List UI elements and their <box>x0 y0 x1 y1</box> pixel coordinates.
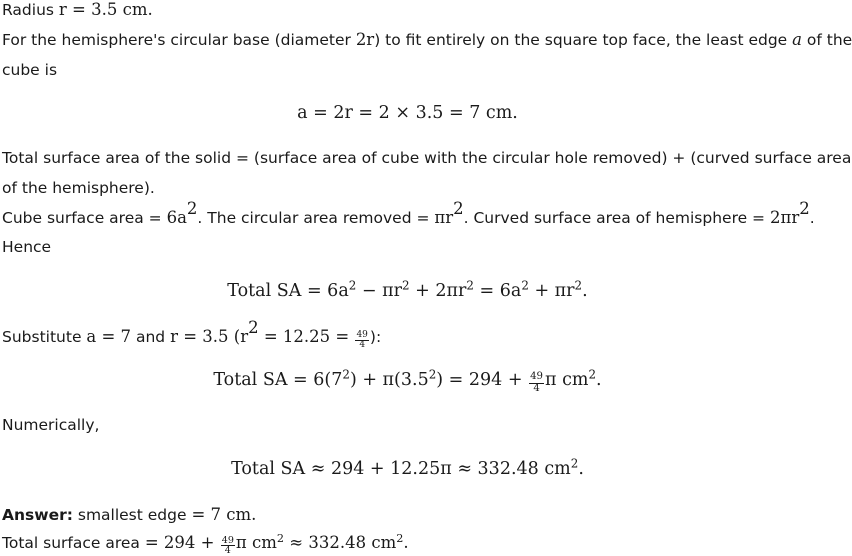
math: . <box>582 281 588 301</box>
radius-label: Radius <box>2 1 59 19</box>
numeric-result <box>0 457 815 481</box>
math: Total SA = 6a <box>227 281 349 301</box>
math: 2r <box>355 30 375 49</box>
radius-line <box>2 0 153 20</box>
exponent: 2 <box>402 278 410 293</box>
math: πr <box>434 208 454 227</box>
text: . Curved surface area of hemisphere = <box>463 209 770 227</box>
math: = 12.25 = <box>258 327 355 346</box>
math: r = 3.5 (r <box>170 327 249 346</box>
numerically-line: Numerically, <box>2 416 100 434</box>
math: π cm <box>545 370 589 390</box>
text: ) to fit entirely on the square top face, the least edge <box>374 31 793 49</box>
exponent: 2 <box>570 456 579 471</box>
fraction <box>529 372 544 393</box>
math: = 6a <box>473 281 522 301</box>
math: ≈ 332.48 cm <box>284 533 397 552</box>
answer-edge-line <box>2 505 256 525</box>
exponent: 2 <box>588 367 597 382</box>
numerator: 49 <box>221 534 234 546</box>
exponent: 2 <box>248 317 259 337</box>
exponent: 2 <box>574 278 583 293</box>
substituted-formula <box>0 368 815 394</box>
exponent: 2 <box>342 367 350 382</box>
math: Total SA = 6(7 <box>213 370 343 390</box>
fraction <box>221 536 235 556</box>
math: . <box>596 370 602 390</box>
tsa-definition-line: Total surface area of the solid = (surface area of cube with the circular hole removed) + (curved surface area <box>2 149 852 167</box>
hence-line: Hence <box>2 238 52 256</box>
text: and <box>131 328 171 346</box>
text: . The circular area removed = <box>197 209 435 227</box>
math: . <box>403 533 409 552</box>
text: For the hemisphere's circular base (diameter <box>2 31 356 49</box>
text: Substitute <box>2 328 87 346</box>
tsa-formula <box>0 279 815 303</box>
math: a = 2r = 2 × 3.5 = 7 cm. <box>297 103 518 123</box>
numerator: 49 <box>356 329 368 340</box>
exponent: 2 <box>466 278 474 293</box>
exponent: 2 <box>799 198 810 218</box>
cube-is-line: cube is <box>2 61 58 79</box>
numerator: 49 <box>530 371 543 383</box>
exponent: 2 <box>453 198 464 218</box>
condition-line <box>2 30 852 50</box>
math: ) + π(3.5 <box>349 370 429 390</box>
math: a <box>792 30 802 49</box>
text: Cube surface area = <box>2 209 167 227</box>
exponent: 2 <box>428 367 437 382</box>
math: ) = 294 + <box>436 370 529 390</box>
exponent: 2 <box>186 198 198 218</box>
exponent: 2 <box>396 531 404 545</box>
math: 2πr <box>769 208 800 227</box>
answer-area-line <box>2 533 409 556</box>
exponent: 2 <box>521 278 529 293</box>
text: of the <box>801 31 852 49</box>
text: Total surface area <box>2 534 145 552</box>
substitute-line <box>2 317 382 350</box>
fraction <box>355 331 368 350</box>
denominator: 4 <box>224 545 231 556</box>
answer-label: Answer: <box>2 506 73 524</box>
math: + 2πr <box>409 281 467 301</box>
areas-line <box>2 198 815 228</box>
text: smallest edge <box>72 506 192 524</box>
math: 6a <box>166 208 187 227</box>
math: + πr <box>528 281 575 301</box>
radius-value: r = 3.5 cm. <box>58 0 153 19</box>
denominator: 4 <box>359 339 366 350</box>
math: = 294 + <box>144 533 220 552</box>
denominator: 4 <box>533 382 540 394</box>
text: . <box>809 209 815 227</box>
exponent: 2 <box>276 531 285 545</box>
math: π cm <box>235 533 277 552</box>
edge-equation <box>0 101 815 125</box>
text: ): <box>369 328 382 346</box>
math: − πr <box>356 281 402 301</box>
math: = 7 cm. <box>191 505 257 524</box>
exponent: 2 <box>348 278 357 293</box>
math: Total SA ≈ 294 + 12.25π ≈ 332.48 cm <box>231 459 571 479</box>
tsa-definition-cont: of the hemisphere). <box>2 179 155 197</box>
math: . <box>578 459 584 479</box>
math: a = 7 <box>86 327 132 346</box>
